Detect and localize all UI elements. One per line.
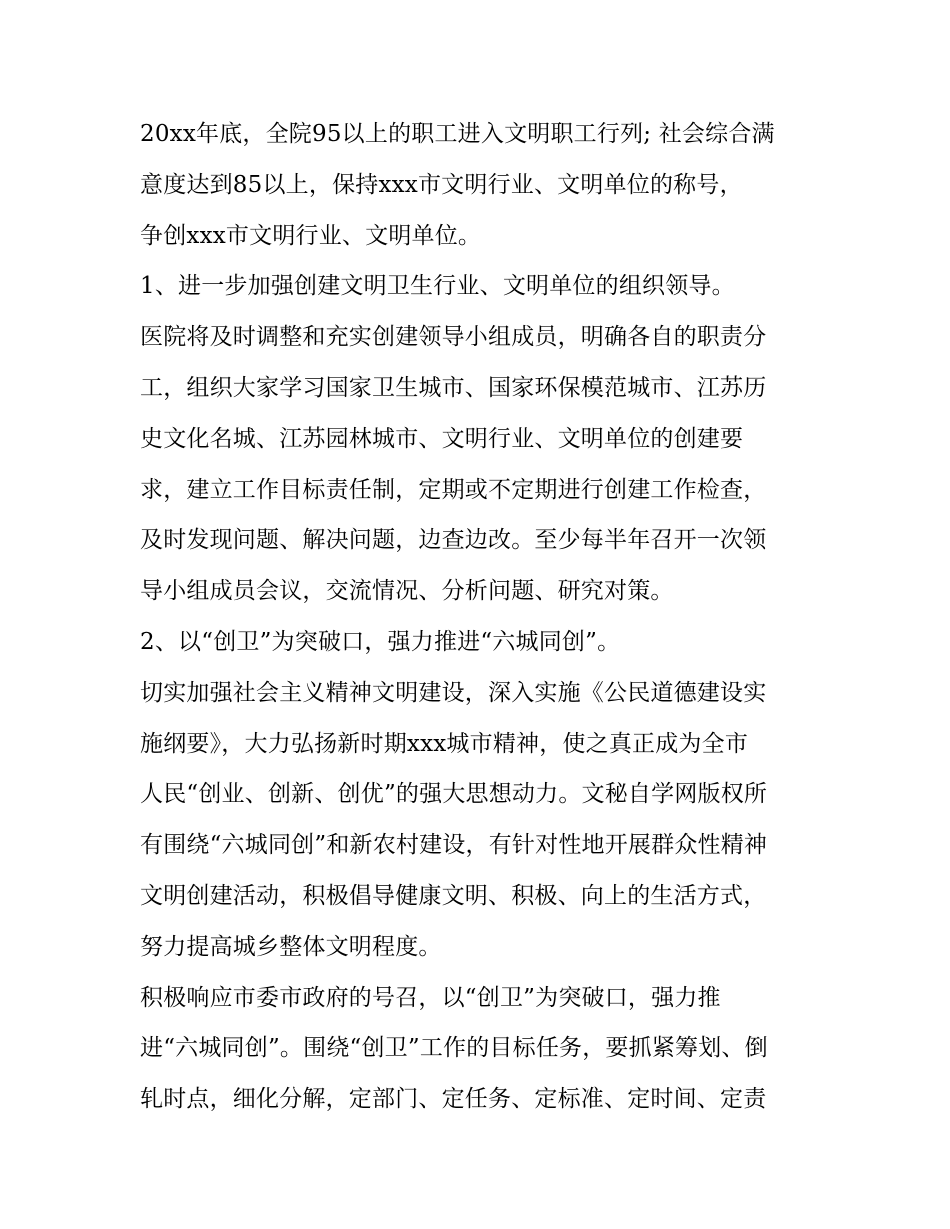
text-line: 求，建立工作目标责任制，定期或不定期进行创建工作检查， (140, 476, 767, 503)
text-line: 有围绕“六城同创”和新农村建设，有针对性地开展群众性精神 (140, 832, 768, 859)
text-line: 史文化名城、江苏园林城市、文明行业、文明单位的创建要 (140, 425, 744, 452)
text-line: 工，组织大家学习国家卫生城市、国家环保模范城市、江苏历 (140, 374, 767, 401)
text-line: 进“六城同创”。围绕“创卫”工作的目标任务，要抓紧筹划、倒 (140, 1035, 768, 1062)
text-line: 努力提高城乡整体文明程度。 (140, 933, 442, 960)
section-heading-2: 2、以“创卫”为突破口，强力推进“六城同创”。 (140, 628, 621, 655)
text-line: 争创xxx市文明行业、文明单位。 (140, 222, 482, 249)
text-line: 积极响应市委市政府的号召，以“创卫”为突破口，强力推 (140, 984, 721, 1011)
text-line: 人民“创业、创新、创优”的强大思想动力。文秘自学网版权所 (140, 781, 768, 808)
text-line: 导小组成员会议，交流情况、分析问题、研究对策。 (140, 578, 674, 605)
section-heading-1: 1、进一步加强创建文明卫生行业、文明单位的组织领导。 (140, 273, 735, 300)
text-line: 切实加强社会主义精神文明建设，深入实施《公民道德建设实 (140, 679, 767, 706)
document-body (140, 109, 820, 1125)
text-line: 20xx年底，全院95以上的职工进入文明职工行列; 社会综合满 (140, 121, 775, 147)
text-line: 医院将及时调整和充实创建领导小组成员，明确各自的职责分 (140, 324, 767, 351)
text-line: 轧时点，细化分解，定部门、定任务、定标准、定时间、定责 (140, 1086, 767, 1113)
text-line: 施纲要》，大力弘扬新时期xxx城市精神，使之真正成为全市 (140, 730, 749, 757)
text-line: 及时发现问题、解决问题，边查边改。至少每半年召开一次领 (140, 527, 767, 554)
text-line: 文明创建活动，积极倡导健康文明、积极、向上的生活方式， (140, 882, 767, 909)
text-line: 意度达到85以上，保持xxx市文明行业、文明单位的称号， (140, 171, 743, 198)
